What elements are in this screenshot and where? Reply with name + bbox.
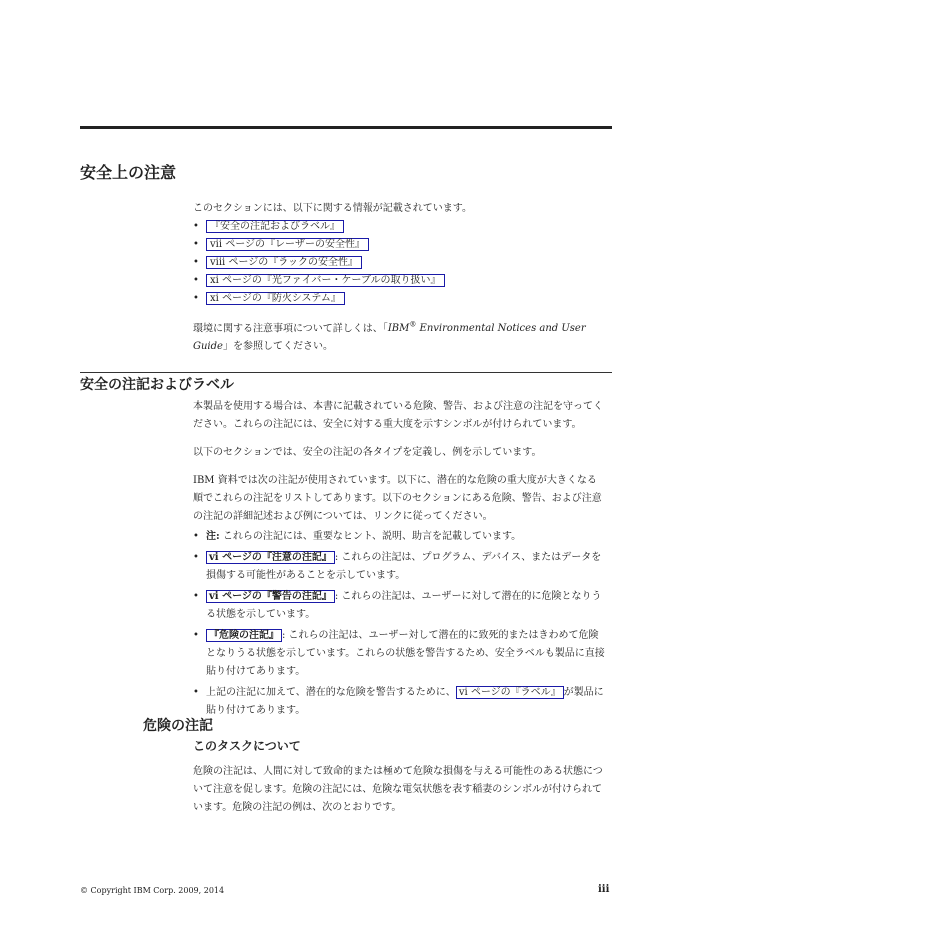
top-rule <box>80 126 612 129</box>
section-para-1: 本製品を使用する場合は、本書に記載されている危険、警告、および注意の注記を守ってください。これらの注記には、安全に対する重大度を示すシンボルが付けられています。 <box>193 401 603 430</box>
env-note: 環境に関する注意事項について詳しくは、「IBM® Environmental Notices and User Guide」を参照してください。 <box>193 321 586 353</box>
subsection-para: 危険の注記は、人間に対して致命的または極めて危険な損傷を与える可能性のある状態について注意を促します。危険の注記には、危険な電気状態を表す稲妻のシンボルが付けられています。危険の注記の例は、次のとおりです。 <box>193 766 603 813</box>
page-number: iii <box>598 884 610 895</box>
link-caution-notice[interactable]: vi ページの『注意の注記』 <box>206 551 335 564</box>
section-rule <box>80 372 612 373</box>
section-para-2: 以下のセクションでは、安全の注記の各タイプを定義し、例を示しています。 <box>193 447 542 458</box>
section-body <box>193 398 605 720</box>
link-warning-notice[interactable]: vi ページの『警告の注記』 <box>206 590 335 603</box>
list-item: • vi ページの『警告の注記』 : これらの注記は、ユーザーに対して潜在的に危険となりうる状態を示しています。 <box>193 588 605 624</box>
toc-list <box>193 218 605 308</box>
list-item <box>193 272 605 290</box>
toc-link-safety-notices[interactable]: 『安全の注記およびラベル』 <box>206 220 344 233</box>
toc-link-rack-safety[interactable]: viii ページの『ラックの安全性』 <box>206 256 362 269</box>
toc-link-laser-safety[interactable]: vii ページの『レーザーの安全性』 <box>206 238 369 251</box>
list-item <box>193 218 605 236</box>
section-para-3: IBM 資料では次の注記が使用されています。以下に、潜在的な危険の重大度が大きくなる順でこれらの注記をリストしてあります。以下のセクションにある危険、警告、および注意の注記の詳細記述および例については、リンクに従ってください。 <box>193 475 602 522</box>
list-item: • 上記の注記に加えて、潜在的な危険を警告するために、 vi ページの『ラベル』 が製品に貼り付けてあります。 <box>193 684 605 720</box>
intro-text: このセクションには、以下に関する情報が記載されています。 <box>193 203 472 214</box>
link-labels[interactable]: vi ページの『ラベル』 <box>456 686 564 699</box>
toc-link-fiber-cable[interactable]: xi ページの『光ファイバー・ケーブルの取り扱い』 <box>206 274 445 287</box>
task-heading: このタスクについて <box>193 739 301 753</box>
list-item: • vi ページの『注意の注記』 : これらの注記は、プログラム、デバイス、またはデータを損傷する可能性があることを示しています。 <box>193 549 605 585</box>
list-item <box>193 254 605 272</box>
intro-block <box>193 200 605 356</box>
copyright: © Copyright IBM Corp. 2009, 2014 <box>80 886 225 895</box>
page-title: 安全上の注意 <box>80 163 177 182</box>
subsection-heading: 危険の注記 <box>143 718 213 734</box>
list-item: • 『危険の注記』 : これらの注記は、ユーザー対して潜在的に致死的またはきわめて危険となりうる状態を示しています。これらの状態を警告するため、安全ラベルも製品に直接貼り付けてあります。 <box>193 627 605 681</box>
section-heading: 安全の注記およびラベル <box>80 377 234 393</box>
doc-title: IBM® Environmental Notices and User Guide <box>193 321 586 353</box>
subsection-body <box>193 763 605 817</box>
list-item <box>193 290 605 308</box>
link-danger-notice[interactable]: 『危険の注記』 <box>206 629 282 642</box>
notice-list <box>193 528 605 720</box>
list-item <box>193 236 605 254</box>
toc-link-fire-system[interactable]: xi ページの『防火システム』 <box>206 292 345 305</box>
list-item: • 注: これらの注記には、重要なヒント、説明、助言を記載しています。 <box>193 528 605 546</box>
